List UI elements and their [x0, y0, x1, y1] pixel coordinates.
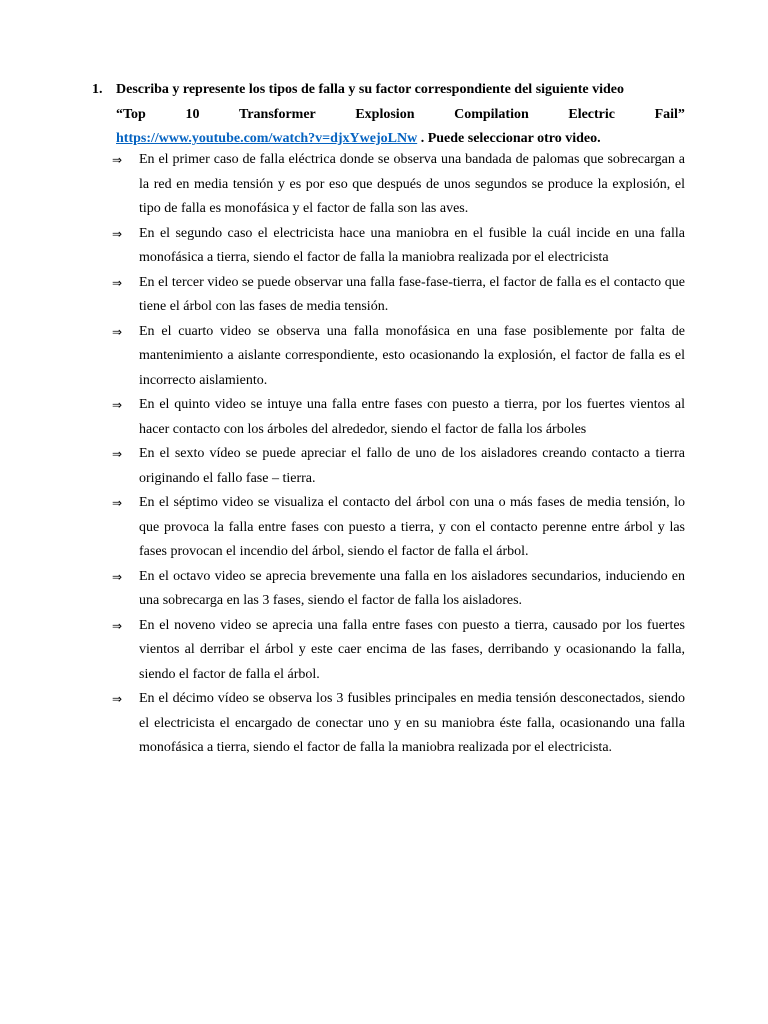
- double-arrow-right-icon: ⇒: [112, 153, 123, 167]
- double-arrow-right-icon: ⇒: [112, 275, 123, 290]
- list-item: [112, 442, 685, 491]
- answer-text: En el noveno video se aprecia una falla entre fases con puesto a tierra, causado por los fuertes vientos al derribar el árbol y este caer encima de las fases, derribando y ocasionando la falla, siendo el factor de falla el árbol.: [139, 617, 685, 682]
- list-item: [112, 393, 685, 442]
- double-arrow-right-icon: ⇒: [112, 447, 123, 461]
- question-word: Compilation: [454, 106, 529, 122]
- question-word: Explosion: [355, 106, 415, 122]
- double-arrow-right-icon: ⇒: [112, 569, 123, 584]
- question-word: 10: [185, 106, 200, 122]
- question-word: “Top: [116, 106, 146, 122]
- list-item: [112, 565, 685, 614]
- question-line-1: Describa y represente los tipos de falla y su factor correspondiente del siguiente video: [116, 82, 624, 97]
- question-word: Transformer: [239, 106, 316, 122]
- double-arrow-right-icon: ⇒: [112, 692, 123, 706]
- question-line-2: [116, 103, 685, 128]
- list-item: [112, 614, 685, 688]
- question-title: [116, 78, 685, 152]
- question-word: Electric: [568, 106, 615, 122]
- answer-text: En el décimo vídeo se observa los 3 fusibles principales en media tensión desconectados, siendo el electricista el encargado de conectar uno y en su maniobra éste falla, ocasionando una falla monofásica a tierra, siendo el factor de falla la maniobra realizada por el electricista.: [139, 691, 685, 755]
- question-line-3-rest: . Puede seleccionar otro video.: [417, 131, 601, 146]
- answer-list: [112, 148, 685, 761]
- answer-text: En el tercer video se puede observar una falla fase-fase-tierra, el factor de falla es el contacto que tiene el árbol con las fases de media tensión.: [139, 274, 685, 314]
- answer-text: En el octavo video se aprecia brevemente una falla en los aisladores secundarios, induciendo en una sobrecarga en las 3 fases, siendo el factor de falla los aisladores.: [139, 568, 685, 608]
- answer-text: En el segundo caso el electricista hace una maniobra en el fusible la cuál incide en una falla monofásica a tierra, siendo el factor de falla la maniobra realizada por el electricista: [139, 225, 685, 265]
- answer-text: En el cuarto video se observa una falla monofásica en una fase posiblemente por falta de mantenimiento a aislante correspondiente, esto ocasionando la explosión, el factor de falla es el incorrecto aislamiento.: [139, 323, 685, 388]
- list-item: [112, 491, 685, 565]
- list-item: [112, 148, 685, 222]
- list-item: [112, 271, 685, 320]
- answer-text: En el séptimo video se visualiza el contacto del árbol con una o más fases de media tensión, lo que provoca la falla entre fases con puesto a tierra, y con el contacto perenne entre árbol y las fases provocan el incendio del árbol, siendo el factor de falla el árbol.: [139, 495, 685, 559]
- list-item: [112, 222, 685, 271]
- question-number: 1.: [92, 82, 103, 97]
- answer-text: En el sexto vídeo se puede apreciar el fallo de uno de los aisladores creando contacto a tierra originando el fallo fase – tierra.: [139, 446, 685, 486]
- double-arrow-right-icon: ⇒: [112, 226, 123, 241]
- double-arrow-right-icon: ⇒: [112, 618, 123, 633]
- answer-text: En el quinto video se intuye una falla entre fases con puesto a tierra, por los fuertes vientos al hacer contacto con los árboles del alrededor, siendo el factor de falla los árboles: [139, 397, 685, 437]
- answer-text: En el primer caso de falla eléctrica donde se observa una bandada de palomas que sobrecargan a la red en media tensión y es por eso que después de unos segundos se produce la explosión, el tipo de falla es monofásica y el factor de falla son las aves.: [139, 152, 685, 216]
- double-arrow-right-icon: ⇒: [112, 324, 123, 339]
- list-item: [112, 687, 685, 761]
- list-item: [112, 320, 685, 394]
- double-arrow-right-icon: ⇒: [112, 398, 123, 412]
- question-word: Fail”: [654, 106, 685, 122]
- youtube-link[interactable]: https://www.youtube.com/watch?v=djxYwejoLNw: [116, 131, 418, 146]
- double-arrow-right-icon: ⇒: [112, 496, 123, 510]
